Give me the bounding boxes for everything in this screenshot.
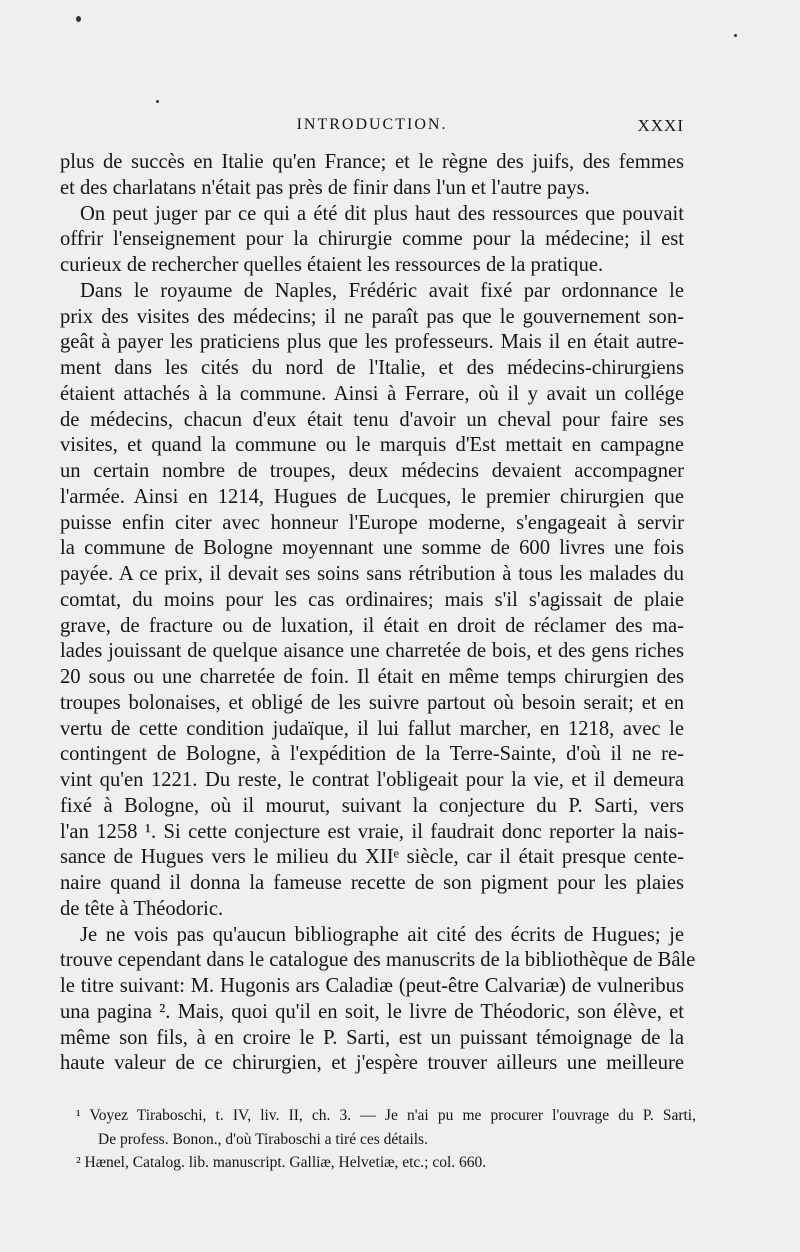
ink-speck [76,16,81,22]
text-line: haute valeur de ce chirurgien, et j'espère trouver ailleurs une meilleure [60,1052,684,1075]
text-line: la commune de Bologne moyennant une somme de 600 livres une fois [60,537,684,560]
text-line: curieux de rechercher quelles étaient les ressources de la pratique. [60,254,604,276]
text-line: trouve cependant dans le catalogue des manuscrits de la bibliothèque de Bâle [60,949,696,972]
text-line: ment dans les cités du nord de l'Italie, et des médecins-chirurgiens [60,357,684,379]
text-line: lades jouissant de quelque aisance une charretée de bois, et des gens riches [60,640,684,663]
text-line: prix des visites des médecins; il ne paraît pas que le gouvernement son- [60,305,684,328]
text-line: de tête à Théodoric. [60,897,224,920]
running-title: INTRODUCTION. [296,116,448,133]
text-line: et des charlatans n'était pas près de finir dans l'un et l'autre pays. [60,176,590,199]
text-line: l'an 1258 ¹. Si cette conjecture est vraie, il faudrait donc reporter la nais- [60,820,684,843]
text-line: comtat, du moins pour les cas ordinaires; mais s'il s'agissait de plaie [60,588,684,611]
text-line: étaient attachés à la commune. Ainsi à Ferrare, où il y avait un collége [60,382,684,405]
text-line: puisse enfin citer avec honneur l'Europe moderne, s'engageait à servir [60,511,684,534]
text-line: una pagina ². Mais, quoi qu'il en soit, le livre de Théodoric, son élève, et [60,1000,684,1023]
text-line: même son fils, à en croire le P. Sarti, est un puissant témoignage de la [60,1026,684,1049]
text-line: un certain nombre de troupes, deux médecins devaient accompagner [60,460,684,482]
footnotes [76,1104,696,1175]
text-line: Je ne vois pas qu'aucun bibliographe ait cité des écrits de Hugues; je [80,923,684,946]
text-line: plus de succès en Italie qu'en France; et le règne des juifs, des femmes [60,151,684,173]
text-line: geât à payer les praticiens plus que les professeurs. Mais il en était autre- [60,331,684,354]
text-line: vint qu'en 1221. Du reste, le contrat l'obligeait pour la vie, et il demeura [60,769,684,791]
text-line: sance de Hugues vers le milieu du XIIᵉ siècle, car il était presque cente- [60,846,684,869]
text-line: le titre suivant: M. Hugonis ars Caladiæ (peut-être Calvariæ) de vulneribus [60,975,684,997]
text-line: l'armée. Ainsi en 1214, Hugues de Lucques, le premier chirurgien que [60,485,684,508]
page-number: XXXI [637,116,684,135]
ink-speck [156,100,159,103]
text-line: payée. A ce prix, il devait ses soins sans rétribution à tous les malades du [60,563,684,585]
text-line: visites, et quand la commune ou le marquis d'Est mettait en campagne [60,434,684,457]
text-line: fixé à Bologne, où il mourut, suivant la conjecture du P. Sarti, vers [60,794,684,817]
footnote-line: ¹ Voyez Tiraboschi, t. IV, liv. II, ch. 3. — Je n'ai pu me procurer l'ouvrage du P. Sarti, [76,1107,696,1124]
text-line: grave, de fracture ou de luxation, il était en droit de réclamer des ma- [60,614,684,637]
page-header [60,116,684,142]
footnote-line: ² Hænel, Catalog. lib. manuscript. Galliæ, Helvetiæ, etc.; col. 660. [76,1154,487,1171]
footnote-line: De profess. Bonon., d'où Tiraboschi a tiré ces détails. [98,1130,428,1148]
text-line: troupes bolonaises, et obligé de les suivre partout où besoin serait; et en [60,691,684,714]
text-line: contingent de Bologne, à l'expédition de la Terre-Sainte, d'où il ne re- [60,743,684,766]
text-line: vertu de cette condition judaïque, il lui fallut marcher, en 1218, avec le [60,717,684,740]
text-line: de médecins, chacun d'eux était tenu d'avoir un cheval pour faire ses [60,408,684,431]
text-line: naire quand il donna la fameuse recette de son pigment pour les plaies [60,872,684,894]
text-line: 20 sous ou une charretée de foin. Il était en même temps chirurgien des [60,666,684,688]
text-line: Dans le royaume de Naples, Frédéric avait fixé par ordonnance le [80,279,684,302]
body-text [60,150,696,1077]
text-line: On peut juger par ce qui a été dit plus haut des ressources que pouvait [80,202,684,225]
text-line: offrir l'enseignement pour la chirurgie comme pour la médecine; il est [60,228,684,251]
ink-speck [734,34,737,37]
